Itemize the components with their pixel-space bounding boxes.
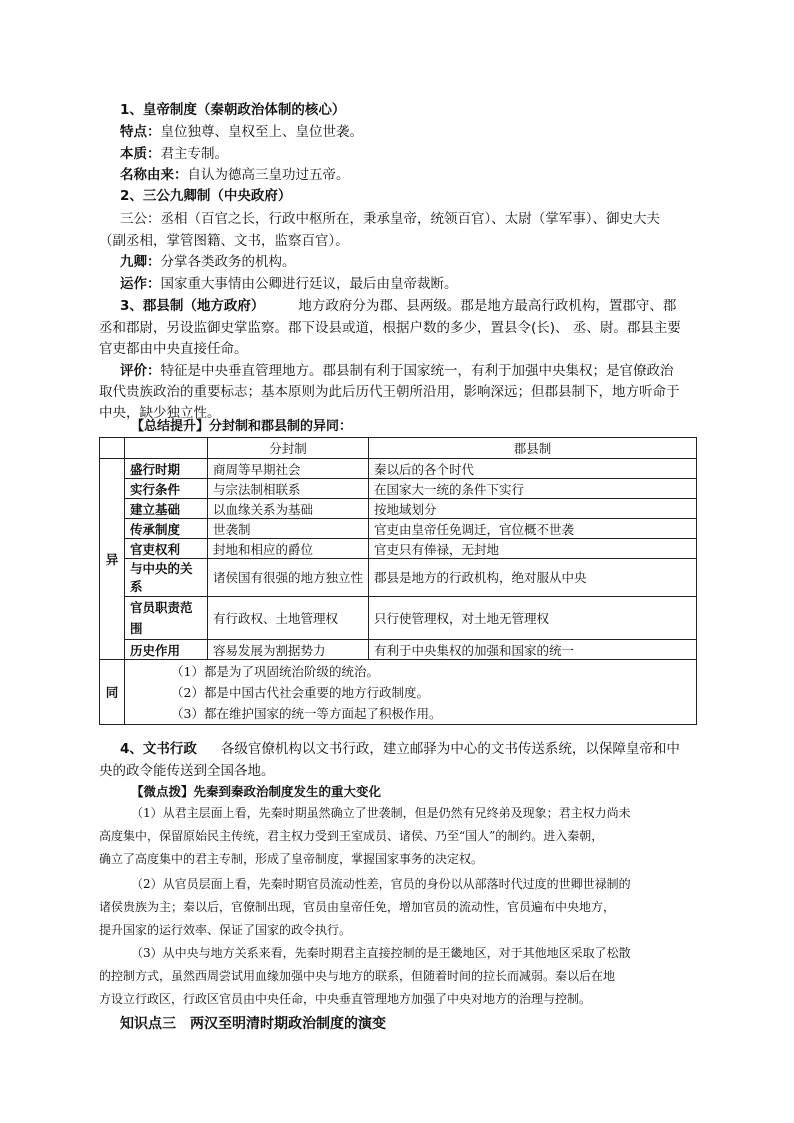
insight-p3-2: 的控制方式，虽然西周尝试用血缘加强中央与地方的联系，但随着时间的拉长而减弱。秦以后在地 — [99, 969, 616, 983]
row-junxian: 按地域划分 — [369, 499, 697, 519]
section-1-features — [120, 121, 363, 143]
insight-p2-3: 提升国家的运行效率、保证了国家的政令执行。 — [99, 923, 352, 937]
section-3-line-1 — [120, 295, 676, 317]
section-1-essence — [120, 143, 228, 165]
table-row — [100, 519, 697, 539]
insight-p3-1: （3）从中央与地方关系来看，先秦时期君主直接控制的是王畿地区，对于其他地区采取了松散 — [131, 946, 631, 960]
row-aspect: 与中央的关系 — [125, 559, 208, 597]
knowledge-point-3-title: 知识点三 两汉至明清时期政治制度的演变 — [120, 1016, 386, 1032]
table-header-row — [100, 438, 697, 459]
evaluation-text-1: 特征是中央垂直管理地方。郡县制有利于国家统一，有利于加强中央集权；是官僚政治 — [160, 363, 674, 379]
features-label: 特点： — [120, 124, 161, 140]
header-junxian: 郡县制 — [369, 438, 697, 459]
row-junxian: 郡县是地方的行政机构，绝对服从中央 — [369, 559, 697, 597]
row-junxian: 秦以后的各个时代 — [369, 459, 697, 479]
section-4-text-1: 各级官僚机构以文书行政，建立邮驿为中心的文书传送系统，以保障皇帝和中 — [220, 741, 680, 757]
sangong-line-2: （副丞相，掌管图籍、文书，监察百官）。 — [99, 233, 349, 249]
yunzuo-line — [120, 273, 458, 295]
insight-p3-3: 方设立行政区，行政区官员由中央任命，中央垂直管理地方加强了中央对地方的治理与控制。 — [99, 992, 592, 1006]
row-junxian: 有利于中央集权的加强和国家的统一 — [369, 640, 697, 660]
insight-p2-2: 诸侯贵族为主；秦以后，官僚制出现，官员由皇帝任免，增加官员的流动性，官员遍布中央地方， — [99, 900, 616, 914]
essence-label: 本质： — [120, 146, 161, 162]
features-text: 皇位独尊、皇权至上、皇位世袭。 — [160, 124, 363, 140]
same-content — [125, 660, 697, 725]
same-item-3: （3）都在维护国家的统一等方面起了积极作用。 — [171, 705, 442, 721]
same-item-1: （1）都是为了巩固统治阶级的统治。 — [171, 663, 379, 679]
same-row — [100, 660, 697, 725]
same-label: 同 — [100, 660, 125, 725]
jiuqing-line — [120, 251, 296, 273]
table-row — [100, 640, 697, 660]
row-fenfeng: 以血缘关系为基础 — [208, 499, 369, 519]
evaluation-line-3: 中央，缺少独立性。 — [99, 405, 221, 421]
row-junxian: 官吏由皇帝任免调迁，官位概不世袭 — [369, 519, 697, 539]
jiuqing-text: 分掌各类政务的机构。 — [160, 254, 296, 270]
summary-title: 【总结提升】分封制和郡县制的异同： — [131, 419, 353, 434]
essence-text: 君主专制。 — [160, 146, 228, 162]
section-4-title: 4、文书行政 — [120, 741, 197, 757]
section-2-title: 2、三公九卿制（中央政府） — [120, 188, 292, 204]
row-fenfeng: 世袭制 — [208, 519, 369, 539]
table-row — [100, 479, 697, 499]
insight-p1-2: 高度集中，保留原始民主传统，君主权力受到王室成员、诸侯、乃至“国人”的制约。进入秦朝， — [99, 829, 604, 843]
table-row — [100, 539, 697, 559]
insight-p1-3: 确立了高度集中的君主专制，形成了皇帝制度，掌握国家事务的决定权。 — [99, 852, 484, 866]
section-3-text-1: 地方政府分为郡、县两级。郡是地方最高行政机构，置郡守、郡 — [298, 298, 677, 314]
row-fenfeng: 诸侯国有很强的地方独立性 — [208, 559, 369, 597]
insight-title: 【微点拨】先秦到秦政治制度发生的重大变化 — [131, 784, 382, 799]
sangong-line-1: 三公：丞相（百官之长，行政中枢所在，秉承皇帝，统领百官）、太尉（掌军事）、御史大夫 — [120, 211, 660, 227]
table-row — [100, 499, 697, 519]
table-row — [100, 559, 697, 597]
row-fenfeng: 封地和相应的爵位 — [208, 539, 369, 559]
section-1-title: 1、皇帝制度（秦朝政治体制的核心） — [120, 102, 346, 118]
header-blank-1 — [100, 438, 125, 459]
origin-label: 名称由来： — [120, 167, 188, 183]
diff-label: 异 — [100, 459, 125, 660]
evaluation-line-1 — [120, 360, 674, 382]
insight-p2-1: （2）从官员层面上看，先秦时期官员流动性差，官员的身份以从部落时代过度的世卿世禄制的 — [131, 877, 631, 891]
row-fenfeng: 容易发展为割据势力 — [208, 640, 369, 660]
section-1-origin — [120, 164, 350, 186]
row-aspect: 官员职责范围 — [125, 597, 208, 640]
row-junxian: 只行使管理权，对土地无管理权 — [369, 597, 697, 640]
section-4-line-1 — [120, 738, 680, 760]
header-blank-2 — [125, 438, 208, 459]
yunzuo-text: 国家重大事情由公卿进行廷议，最后由皇帝裁断。 — [160, 276, 458, 292]
section-3-title: 3、郡县制（地方政府） — [120, 298, 265, 314]
row-fenfeng: 与宗法制相联系 — [208, 479, 369, 499]
row-aspect: 官吏权利 — [125, 539, 208, 559]
row-aspect: 传承制度 — [125, 519, 208, 539]
row-fenfeng: 有行政权、土地管理权 — [208, 597, 369, 640]
section-3-line-2: 丞和郡尉，另设监御史掌监察。郡下设县或道，根据户数的多少，置县令(长)、 丞、尉。郡县主要 — [99, 320, 681, 336]
row-aspect: 实行条件 — [125, 479, 208, 499]
row-fenfeng: 商周等早期社会 — [208, 459, 369, 479]
header-fenfeng: 分封制 — [208, 438, 369, 459]
section-4-line-2: 央的政令能传送到全国各地。 — [99, 763, 275, 779]
row-aspect: 历史作用 — [125, 640, 208, 660]
evaluation-line-2: 取代贵族政治的重要标志；基本原则为此后历代王朝所沿用，影响深远；但郡县制下，地方听命于 — [99, 384, 680, 400]
comparison-table — [99, 437, 697, 725]
origin-text: 自认为德高三皇功过五帝。 — [187, 167, 350, 183]
table-row — [100, 597, 697, 640]
row-aspect: 建立基础 — [125, 499, 208, 519]
row-aspect: 盛行时期 — [125, 459, 208, 479]
row-junxian: 官吏只有俸禄，无封地 — [369, 539, 697, 559]
section-3-line-3: 官吏都由中央直接任命。 — [99, 341, 248, 357]
table-row — [100, 459, 697, 479]
jiuqing-label: 九卿： — [120, 254, 161, 270]
same-item-2: （2）都是中国古代社会重要的地方行政制度。 — [171, 684, 429, 700]
evaluation-label: 评价： — [120, 363, 161, 379]
insight-p1-1: （1）从君主层面上看，先秦时期虽然确立了世袭制，但是仍然有兄终弟及现象；君主权力尚未 — [131, 806, 631, 820]
yunzuo-label: 运作： — [120, 276, 161, 292]
row-junxian: 在国家大一统的条件下实行 — [369, 479, 697, 499]
